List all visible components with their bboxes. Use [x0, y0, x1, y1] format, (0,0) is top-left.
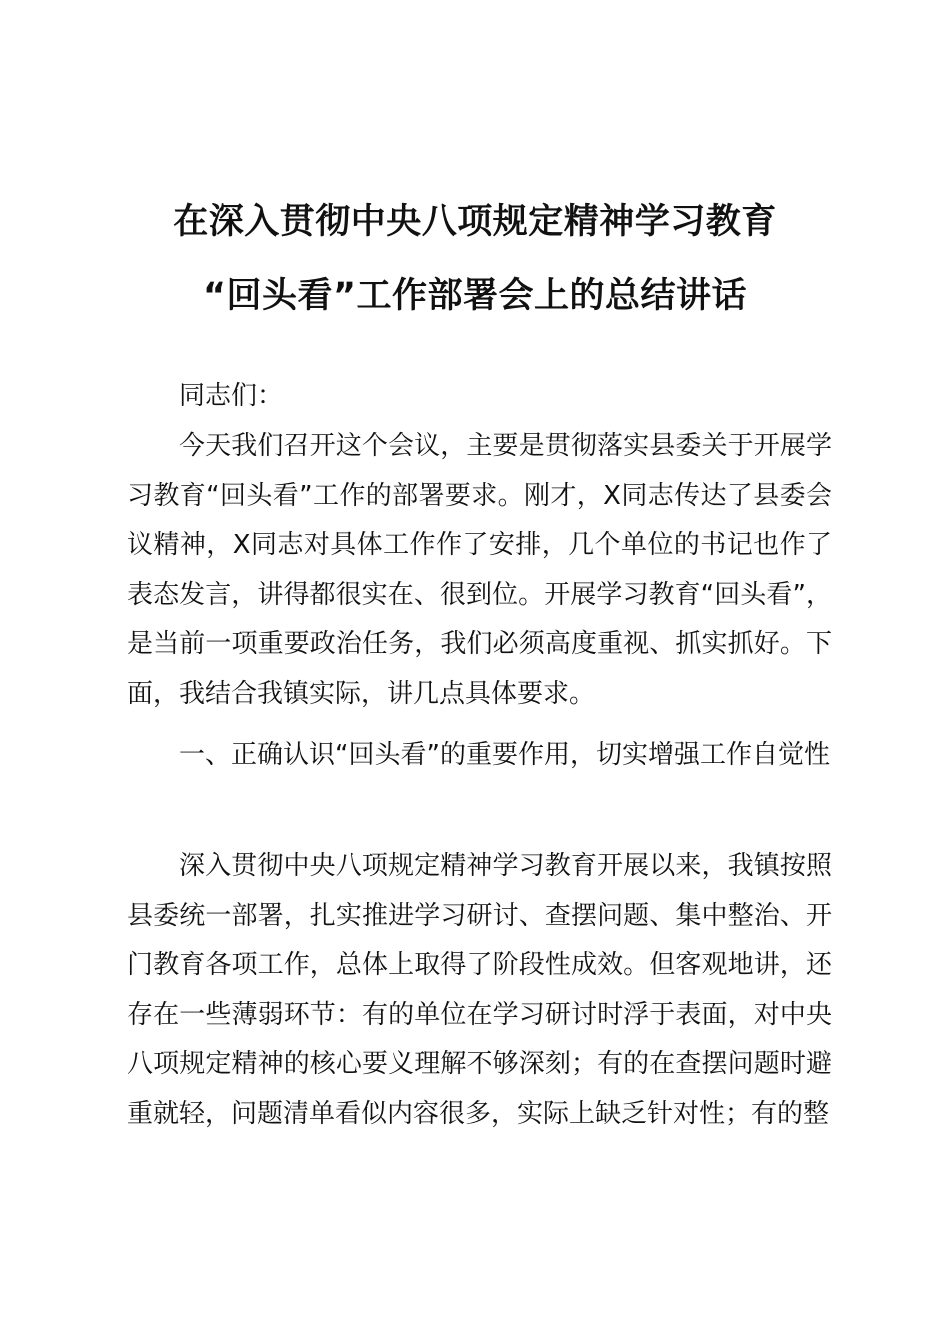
document-title-line-2: “回头看”工作部署会上的总结讲话 [202, 276, 747, 316]
paragraph-2: 深入贯彻中央八项规定精神学习教育开展以来，我镇按照县委统一部署，扎实推进学习研讨、查摆问题、集中整治、开门教育各项工作，总体上取得了阶段性成效。但客观地讲，还存在一些薄弱环节：有的单位在学习研讨时浮于表面，对中央八项规定精神的核心要义理解不够深刻；有的在查摆问题时避重就轻，问题清单看似内容很多，实际上缺乏针对性；有的整 [127, 851, 832, 1129]
section-heading-1: 一、正确认识“回头看”的重要作用，切实增强工作自觉性 [179, 740, 830, 770]
document-title-line-1: 在深入贯彻中央八项规定精神学习教育 [173, 202, 777, 242]
paragraph-1: 今天我们召开这个会议，主要是贯彻落实县委关于开展学习教育“回头看”工作的部署要求。刚才，X同志传达了县委会议精神，X同志对具体工作作了安排，几个单位的书记也作了表态发言，讲得都很实在、很到位。开展学习教育“回头看”，是当前一项重要政治任务，我们必须高度重视、抓实抓好。下面，我结合我镇实际，讲几点具体要求。 [127, 431, 832, 709]
salutation: 同志们： [179, 381, 284, 411]
